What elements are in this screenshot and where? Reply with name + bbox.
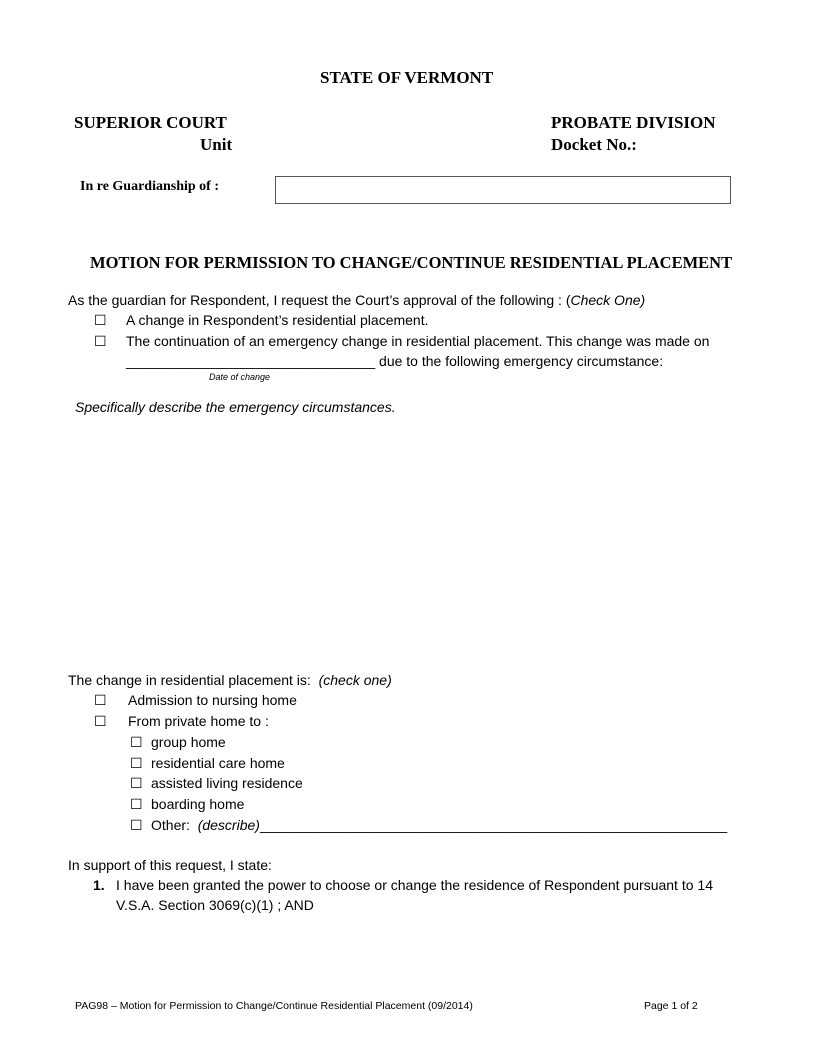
- guardianship-name-field[interactable]: [275, 176, 731, 204]
- option-nursing-label: Admission to nursing home: [128, 692, 297, 708]
- support-intro: In support of this request, I state:: [68, 857, 272, 873]
- sub-option-residential-care: [130, 755, 285, 772]
- checkbox-private-home[interactable]: ☐: [94, 713, 107, 729]
- checkbox-group-home[interactable]: ☐: [130, 734, 143, 750]
- option-change-label: A change in Respondent’s residential placement.: [126, 312, 429, 328]
- other-describe-italic: (describe): [197, 817, 260, 833]
- placement-option-private: [94, 713, 269, 730]
- state-title: STATE OF VERMONT: [320, 68, 494, 87]
- guardianship-name-value: [276, 182, 282, 198]
- sub-option-boarding-home-label: boarding home: [151, 796, 245, 812]
- checkbox-residential-care[interactable]: ☐: [130, 755, 143, 771]
- other-describe-line[interactable]: ____________________________________________________________: [259, 817, 728, 833]
- request-intro-text: As the guardian for Respondent, I request the Court’s approval of the following : (: [68, 292, 571, 308]
- support-item-number: 1.: [93, 877, 105, 893]
- checkbox-nursing-home[interactable]: ☐: [94, 692, 107, 708]
- other-label: Other:: [151, 817, 190, 833]
- emergency-describe-prompt: Specifically describe the emergency circumstances.: [75, 399, 396, 415]
- option-continuation-label: The continuation of an emergency change in residential placement. This change was made on: [126, 333, 710, 349]
- docket-label: Docket No.:: [551, 135, 637, 154]
- footer-page-number: Page 1 of 2: [644, 1000, 698, 1012]
- division-name: PROBATE DIVISION: [551, 113, 716, 132]
- sub-option-other: [130, 817, 728, 834]
- sub-option-residential-care-label: residential care home: [151, 755, 285, 771]
- request-option-change: [94, 312, 429, 329]
- emergency-description-area[interactable]: [75, 422, 735, 662]
- checkbox-assisted-living[interactable]: ☐: [130, 775, 143, 791]
- request-intro: [68, 292, 645, 308]
- checkbox-boarding-home[interactable]: ☐: [130, 796, 143, 812]
- sub-option-group-home: [130, 734, 226, 751]
- placement-intro: [68, 672, 392, 688]
- motion-title: MOTION FOR PERMISSION TO CHANGE/CONTINUE RESIDENTIAL PLACEMENT: [90, 253, 733, 272]
- guardianship-label: In re Guardianship of :: [80, 179, 219, 194]
- footer-form-id: PAG98 – Motion for Permission to Change/Continue Residential Placement (09/2014): [75, 1000, 473, 1012]
- sub-option-group-home-label: group home: [151, 734, 226, 750]
- request-intro-italic: Check One): [570, 292, 646, 308]
- sub-option-assisted-living-label: assisted living residence: [151, 775, 303, 791]
- checkbox-continue-placement[interactable]: ☐: [94, 333, 107, 349]
- checkbox-other[interactable]: ☐: [130, 817, 143, 833]
- option-private-label: From private home to :: [128, 713, 269, 729]
- sub-option-other-row: [151, 817, 727, 833]
- sub-option-boarding-home: [130, 796, 245, 813]
- checkbox-change-placement[interactable]: ☐: [94, 312, 107, 328]
- date-of-change-caption: Date of change: [209, 372, 271, 382]
- placement-intro-italic: (check one): [318, 672, 392, 688]
- support-item-line2: V.S.A. Section 3069(c)(1) ; AND: [116, 897, 314, 913]
- unit-label: Unit: [200, 135, 233, 154]
- sub-option-assisted-living: [130, 775, 303, 792]
- placement-option-nursing: [94, 692, 297, 709]
- date-of-change-line[interactable]: ________________________________ due to the following emergency circumstance:: [126, 353, 664, 369]
- placement-intro-text: The change in residential placement is:: [68, 672, 311, 688]
- court-name: SUPERIOR COURT: [74, 113, 227, 132]
- support-item-line1: I have been granted the power to choose or change the residence of Respondent pursuant to 14: [116, 877, 713, 893]
- request-option-continuation: [94, 333, 710, 350]
